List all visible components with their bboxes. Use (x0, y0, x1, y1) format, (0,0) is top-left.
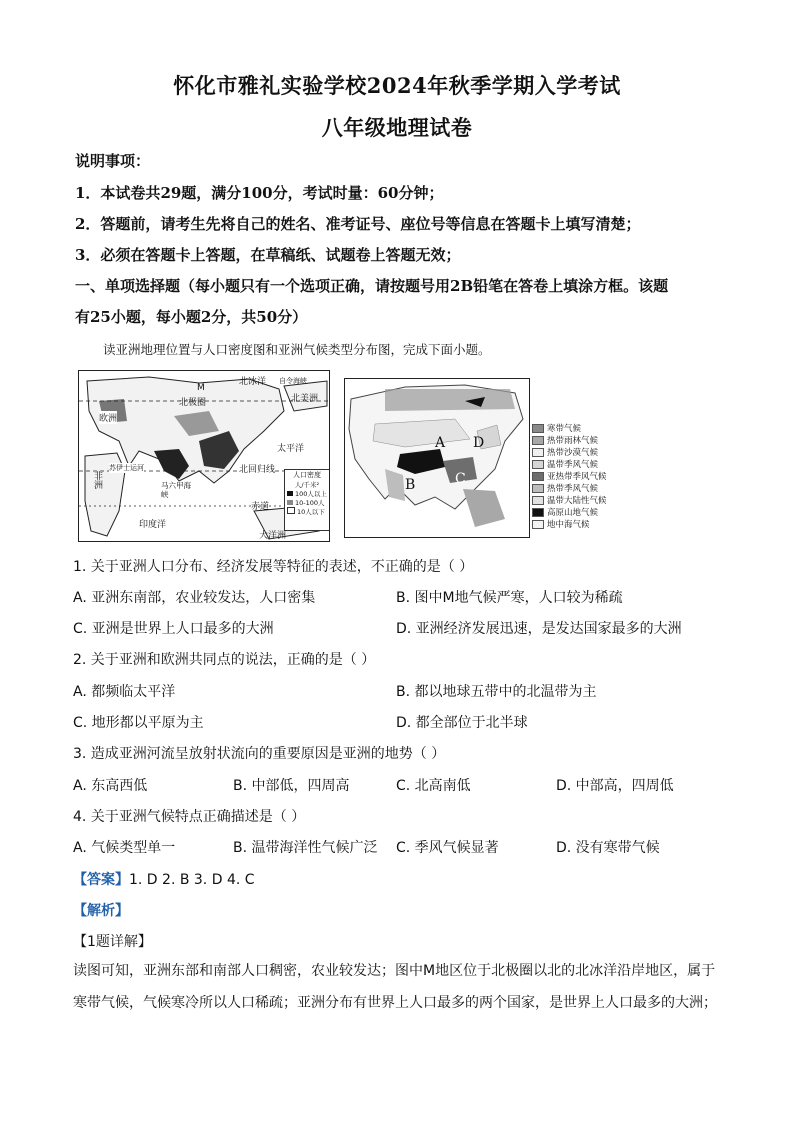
option-b: B. 温带海洋性气候广泛 (233, 840, 378, 856)
climate-map (344, 378, 530, 538)
region-label: C (455, 471, 466, 487)
legend-item (532, 506, 598, 518)
question-stem: 4. 关于亚洲气候特点正确描述是（ ） (73, 809, 306, 825)
question-stem: 3. 造成亚洲河流呈放射状流向的重要原因是亚洲的地势（ ） (73, 746, 446, 762)
legend-label: 寒带气候 (547, 424, 582, 434)
map-label: 大洋洲 (259, 531, 287, 541)
question-stem: 2. 关于亚洲和欧洲共同点的说法，正确的是（ ） (73, 652, 376, 668)
legend-unit: 人/千米² (294, 481, 320, 489)
map-label: 苏伊士运河 (109, 464, 144, 472)
map-label: 北极圈 (179, 398, 207, 408)
legend-swatch (532, 484, 544, 493)
option-d: D. 亚洲经济发展迅速，是发达国家最多的大洲 (396, 621, 682, 637)
map-label: 赤道 (251, 502, 270, 512)
legend-label: 温带大陆性气候 (547, 496, 607, 506)
option-d: D. 没有寒带气候 (556, 840, 660, 856)
option-b: B. 中部低，四周高 (233, 778, 350, 794)
map-label: 非洲 (92, 471, 102, 489)
answer-line (73, 869, 255, 889)
map-label: 太平洋 (277, 444, 305, 454)
instruction-item: 2．答题前，请考生先将自己的姓名、准考证号、座位号等信息在答题卡上填写清楚； (75, 215, 641, 233)
population-legend (284, 469, 330, 531)
legend-swatch (287, 507, 295, 514)
option-b: B. 都以地球五带中的北温带为主 (396, 684, 597, 700)
reading-intro: 读亚洲地理位置与人口密度图和亚洲气候类型分布图，完成下面小题。 (103, 342, 491, 357)
legend-label: 温带季风气候 (547, 460, 599, 470)
legend-item (532, 494, 607, 506)
analysis-tag (73, 900, 129, 920)
legend-item (285, 498, 329, 507)
analysis-tag-text: 【解析】 (73, 903, 129, 919)
region-label: A (435, 435, 446, 451)
legend-swatch (287, 491, 293, 496)
map-label: 北回归线 (239, 462, 275, 475)
climate-legend (532, 422, 632, 542)
legend-item (532, 458, 598, 470)
instructions-heading: 说明事项： (75, 152, 151, 170)
legend-item (532, 470, 607, 482)
legend-label: 100人以上 (295, 490, 327, 498)
legend-swatch (532, 448, 544, 457)
legend-title: 人口密度 (293, 471, 321, 479)
map-label: 北冰洋 (239, 377, 267, 387)
map-label: 印度洋 (139, 520, 167, 530)
page-title: 怀化市雅礼实验学校2024年秋季学期入学考试 (173, 73, 621, 98)
legend-label: 10人以下 (297, 508, 325, 516)
map-label: 自令海峡 (279, 377, 307, 385)
legend-label: 热带沙漠气候 (547, 448, 599, 458)
region-label: D (473, 435, 485, 451)
legend-swatch (532, 472, 544, 481)
option-a: A. 都频临太平洋 (73, 684, 176, 700)
map-label: 马六甲海峡 (161, 481, 191, 499)
option-a: A. 气候类型单一 (73, 840, 176, 856)
legend-label: 热带季风气候 (547, 484, 599, 494)
question-stem: 1. 关于亚洲人口分布、经济发展等特征的表述，不正确的是（ ） (73, 559, 474, 575)
option-c: C. 北高南低 (396, 778, 471, 794)
option-d: D. 都全部位于北半球 (396, 715, 528, 731)
legend-label: 高原山地气候 (547, 508, 599, 518)
legend-label: 地中海气候 (547, 520, 590, 530)
option-c: C. 地形都以平原为主 (73, 715, 204, 731)
legend-swatch (532, 496, 544, 505)
legend-item (285, 489, 329, 498)
detail-tag: 【1题详解】 (73, 934, 152, 950)
map-label: 北美洲 (291, 394, 319, 404)
legend-label: 热带雨林气候 (547, 436, 599, 446)
instruction-item: 3．必须在答题卡上答题，在草稿纸、试题卷上答题无效； (75, 246, 461, 264)
legend-label: 10-100人 (295, 499, 325, 507)
legend-item (532, 482, 598, 494)
legend-label: 亚热带季风气候 (547, 472, 607, 482)
map-label: 欧洲 (99, 411, 117, 424)
legend-swatch (532, 508, 544, 517)
answer-text: 1. D 2. B 3. D 4. C (129, 872, 255, 888)
option-c: C. 亚洲是世界上人口最多的大洲 (73, 621, 274, 637)
section-heading-cont: 有25小题，每小题2分，共50分） (75, 308, 308, 326)
page-subtitle: 八年级地理试卷 (321, 115, 473, 140)
analysis-paragraph: 读图可知，亚洲东部和南部人口稠密，农业较发达；图中M地区位于北极圈以北的北冰洋沿岸地区，属于寒带气候，气候寒冷所以人口稀疏；亚洲分布有世界上人口最多的两个国家，是世界上人口最多的大洲； (73, 963, 717, 1011)
answer-tag: 【答案】 (73, 872, 129, 888)
map-label: M (197, 383, 205, 393)
legend-swatch (532, 520, 544, 529)
legend-item (532, 446, 598, 458)
legend-swatch (532, 424, 544, 433)
legend-item (532, 518, 590, 530)
section-heading: 一、单项选择题（每小题只有一个选项正确，请按题号用2B铅笔在答卷上填涂方框。该题 (75, 277, 669, 295)
legend-item (532, 434, 598, 446)
option-b: B. 图中M地气候严寒，人口较为稀疏 (396, 590, 623, 606)
legend-item (285, 507, 329, 516)
legend-swatch (532, 460, 544, 469)
region-label: B (405, 477, 416, 493)
option-a: A. 亚洲东南部，农业较发达，人口密集 (73, 590, 316, 606)
instruction-item: 1．本试卷共29题，满分100分，考试时量：60分钟； (75, 184, 444, 202)
legend-swatch (532, 436, 544, 445)
legend-swatch (287, 500, 293, 505)
option-c: C. 季风气候显著 (396, 840, 499, 856)
option-a: A. 东高西低 (73, 778, 148, 794)
population-density-map (78, 370, 330, 542)
climate-shapes (345, 379, 529, 537)
legend-item (532, 422, 581, 434)
option-d: D. 中部高，四周低 (556, 778, 674, 794)
